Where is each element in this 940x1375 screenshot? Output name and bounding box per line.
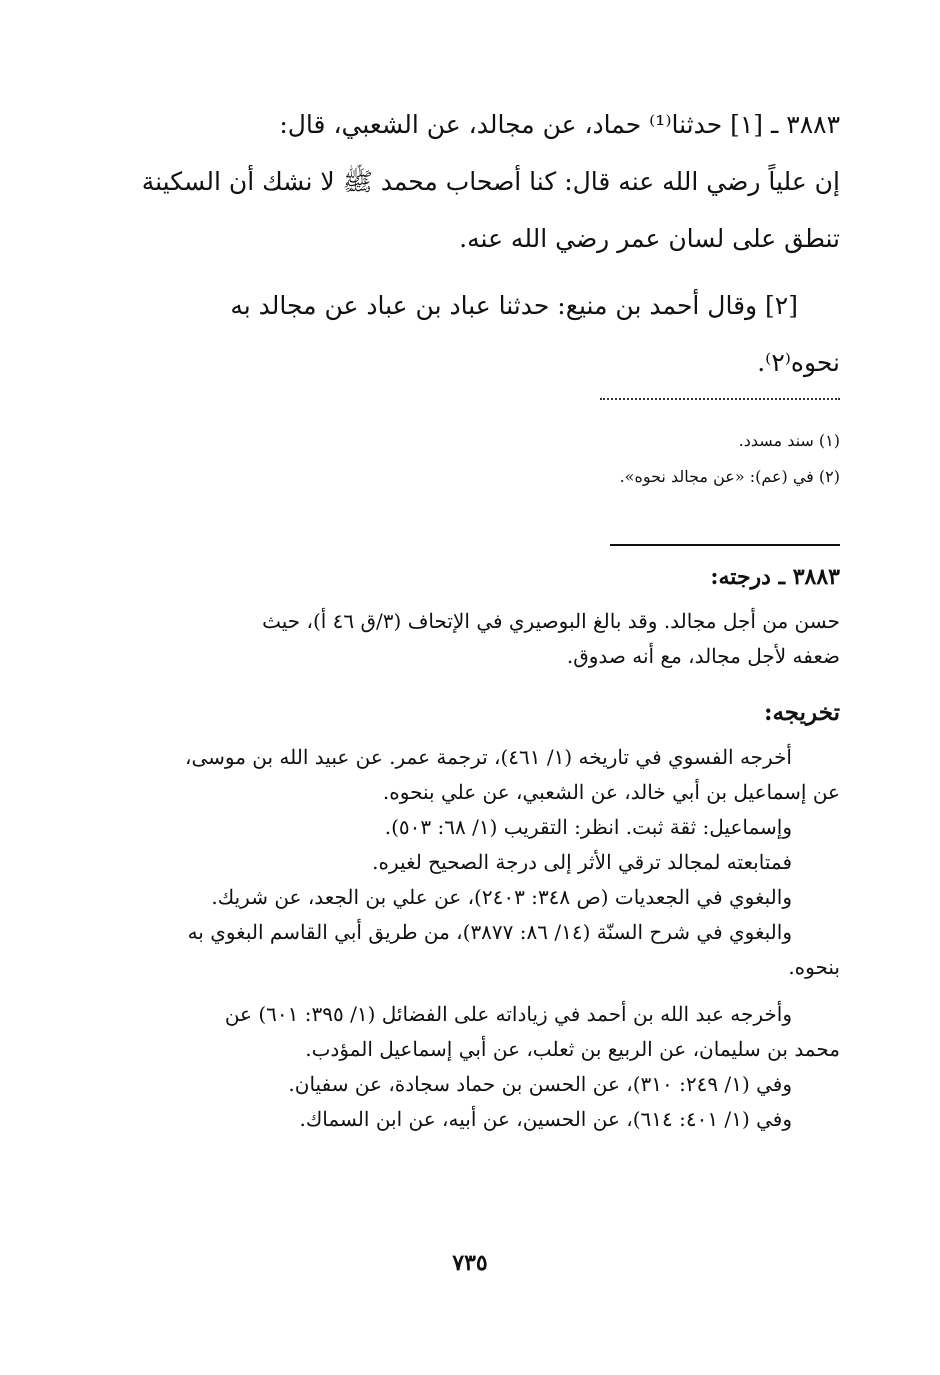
takhrij-line: أخرجه الفسوي في تاريخه (١/ ٤٦١)، ترجمة عمر. عن عبيد الله بن موسى، [185, 745, 792, 769]
takhrij-line: محمد بن سليمان، عن الربيع بن ثعلب، عن أبي إسماعيل المؤدب. [305, 1037, 840, 1061]
takhrij-line: وأخرجه عبد الله بن أحمد في زياداته على الفضائل (١/ ٣٩٥: ٦٠١) عن [224, 1002, 792, 1026]
hadith-line: ٣٨٨٣ ـ [١] حدثنا⁽¹⁾ حماد، عن مجالد، عن الشعبي، قال: [279, 110, 840, 139]
takhrij-line: وإسماعيل: ثقة ثبت. انظر: التقريب (١/ ٦٨: ٥٠٣). [384, 815, 792, 839]
takhrij-line: عن إسماعيل بن أبي خالد، عن الشعبي، عن علي بنحوه. [382, 780, 840, 804]
takhrij-line: والبغوي في شرح السنّة (١٤/ ٨٦: ٣٨٧٧)، من طريق أبي القاسم البغوي به [187, 920, 792, 944]
footnote-separator [600, 398, 840, 400]
hadith-text [112, 96, 840, 391]
takhrij-heading: تخريجه: [763, 699, 840, 726]
darajah-line: حسن من أجل مجالد. وقد بالغ البوصيري في الإتحاف (٣/ق ٤٦ أ)، حيث [262, 609, 840, 633]
section-rule [610, 544, 840, 546]
hadith-line: نحوه⁽٢⁾. [757, 348, 840, 377]
paragraph-gap [112, 985, 840, 997]
footnote-2: (٢) في (عم): «عن مجالد نحوه». [619, 467, 840, 486]
page-number: ٧٣٥ [452, 1250, 488, 1276]
takhrij-line: وفي (١/ ٢٤٩: ٣١٠)، عن الحسن بن حماد سجادة، عن سفيان. [288, 1072, 792, 1096]
hadith-second-chain: [٢] وقال أحمد بن منيع: حدثنا عباد بن عباد عن مجالد به [230, 291, 798, 320]
takhrij-line: بنحوه. [788, 955, 840, 979]
darajah-line: ضعفه لأجل مجالد، مع أنه صدوق. [566, 644, 840, 668]
takhrij-text [112, 740, 840, 1137]
takhrij-line: وفي (١/ ٤٠١: ٦١٤)، عن الحسين، عن أبيه، عن ابن السماك. [299, 1107, 792, 1131]
darajah-text [112, 604, 840, 674]
takhrij-line: والبغوي في الجعديات (ص ٣٤٨: ٢٤٠٣)، عن علي بن الجعد، عن شريك. [211, 885, 792, 909]
darajah-heading: ٣٨٨٣ ـ درجته: [710, 564, 840, 590]
footnote-1: (١) سند مسدد. [738, 431, 840, 450]
hadith-line: تنطق على لسان عمر رضي الله عنه. [459, 224, 840, 253]
takhrij-line: فمتابعته لمجالد ترقي الأثر إلى درجة الصحيح لغيره. [372, 850, 792, 874]
hadith-line: إن علياً رضي الله عنه قال: كنا أصحاب محمد ﷺ لا نشك أن السكينة [141, 167, 840, 196]
